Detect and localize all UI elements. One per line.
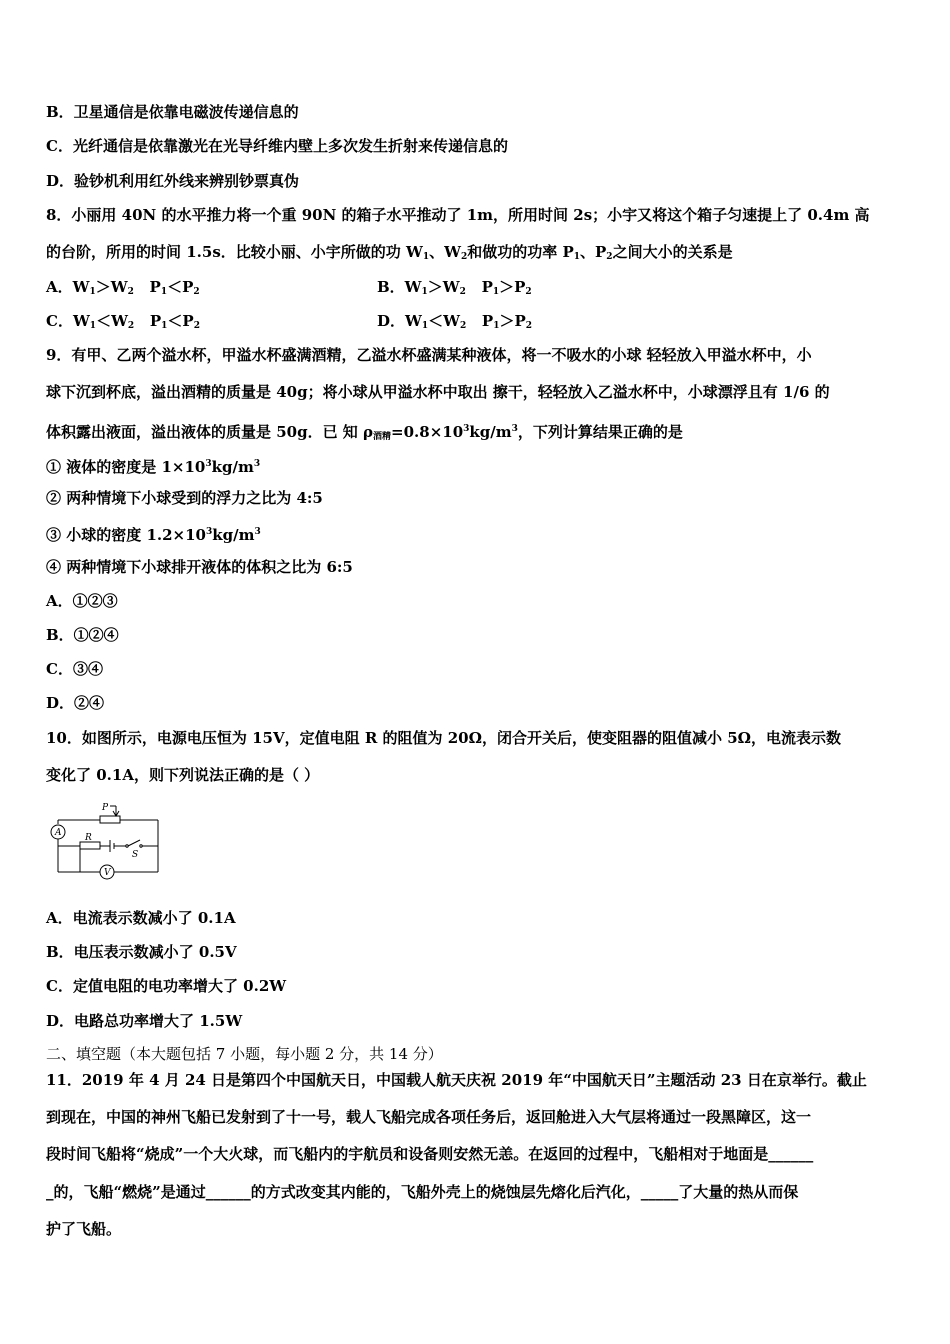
q9-statement-4: ④ 两种情境下小球排开液体的体积之比为 6:5: [46, 558, 353, 576]
q9-option-b: B．①②④: [46, 626, 119, 644]
circuit-label-s: S: [132, 850, 139, 860]
q11-line-2: 到现在，中国的神州飞船已发射到了十一号，载人飞船完成各项任务后，返回舱进入大气层将通过一段黑障区，这一: [46, 1108, 812, 1126]
q7-option-b: B．卫星通信是依靠电磁波传递信息的: [46, 103, 299, 121]
q9-option-a: A．①②③: [46, 592, 118, 610]
q8-option-c: C．$W_1<W_2$ $P_1<P_2$: [46, 312, 200, 331]
circuit-label-p: P: [102, 803, 109, 813]
q10-option-b: B．电压表示数减小了 0.5V: [46, 943, 237, 961]
circuit-diagram: [44, 796, 166, 884]
q7-option-c: C．光纤通信是依靠激光在光导纤维内壁上多次发生折射来传递信息的: [46, 137, 508, 155]
q9-option-d: D．②④: [46, 694, 105, 712]
q9-line-2: 球下沉到杯底，溢出酒精的质量是 40g；将小球从甲溢水杯中取出 擦干，轻轻放入乙溢水杯中，小球漂浮且有 1/6 的: [46, 383, 830, 401]
q9-statement-1: ① 液体的密度是 $1\times 10^3kg/m^3$: [46, 458, 261, 476]
q9-statement-2: ② 两种情境下小球受到的浮力之比为 4:5: [46, 489, 323, 507]
circuit-label-a: A: [55, 828, 62, 838]
q9-statement-3: ③ 小球的密度 $1.2\times 10^3kg/m^3$: [46, 526, 261, 544]
q10-option-c: C．定值电阻的电功率增大了 0.2W: [46, 977, 287, 995]
q11-line-4: _的，飞船“燃烧”是通过______的方式改变其内能的，飞船外壳上的烧蚀层先熔化后汽化，_____了大量的热从而保: [46, 1183, 799, 1201]
q8-line-2: 的台阶，所用的时间 1.5s．比较小丽、小宇所做的功 $W_1$、$W_2$和做功的功率 $P_1$、$P_2$之间大小的关系是: [46, 243, 733, 262]
q8-option-d: D．$W_1<W_2$ $P_1>P_2$: [377, 312, 533, 331]
q11-line-5: 护了飞船。: [46, 1220, 122, 1238]
q9-line-3: 体积露出液面，溢出液体的质量是 50g．已 知 $\rho_{酒精}=0.8\times 10^3kg/m^3$，下列计算结果正确的是: [46, 423, 683, 442]
q10-line-2: 变化了 0.1A，则下列说法正确的是（ ）: [46, 766, 320, 784]
q10-line-1: 10．如图所示，电源电压恒为 15V，定值电阻 R 的阻值为 20Ω，闭合开关后，使变阻器的阻值减小 5Ω，电流表示数: [46, 729, 841, 747]
q8-option-b: B．$W_1>W_2$ $P_1>P_2$: [377, 278, 532, 297]
q8-option-a: A．$W_1>W_2$ $P_1<P_2$: [46, 278, 200, 297]
section-title: 二、填空题（本大题包括 7 小题，每小题 2 分，共 14 分）: [46, 1045, 443, 1063]
q7-option-d: D．验钞机利用红外线来辨别钞票真伪: [46, 172, 300, 190]
q11-line-3: 段时间飞船将“烧成”一个大火球，而飞船内的宇航员和设备则安然无恙。在返回的过程中，飞船相对于地面是______: [46, 1145, 814, 1163]
q10-option-d: D．电路总功率增大了 1.5W: [46, 1012, 243, 1030]
circuit-label-v: V: [104, 868, 111, 878]
q8-line-1: 8．小丽用 40N 的水平推力将一个重 90N 的箱子水平推动了 1m，所用时间 2s；小宇又将这个箱子匀速提上了 0.4m 高: [46, 206, 870, 224]
q10-option-a: A．电流表示数减小了 0.1A: [46, 909, 236, 927]
q11-line-1: 11．2019 年 4 月 24 日是第四个中国航天日，中国载人航天庆祝 2019 年“中国航天日”主题活动 23 日在京举行。截止: [46, 1071, 867, 1089]
q9-option-c: C．③④: [46, 660, 103, 678]
q9-line-1: 9．有甲、乙两个溢水杯，甲溢水杯盛满酒精，乙溢水杯盛满某种液体，将一不吸水的小球 轻轻放入甲溢水杯中，小: [46, 346, 812, 364]
circuit-label-r: R: [85, 833, 92, 843]
